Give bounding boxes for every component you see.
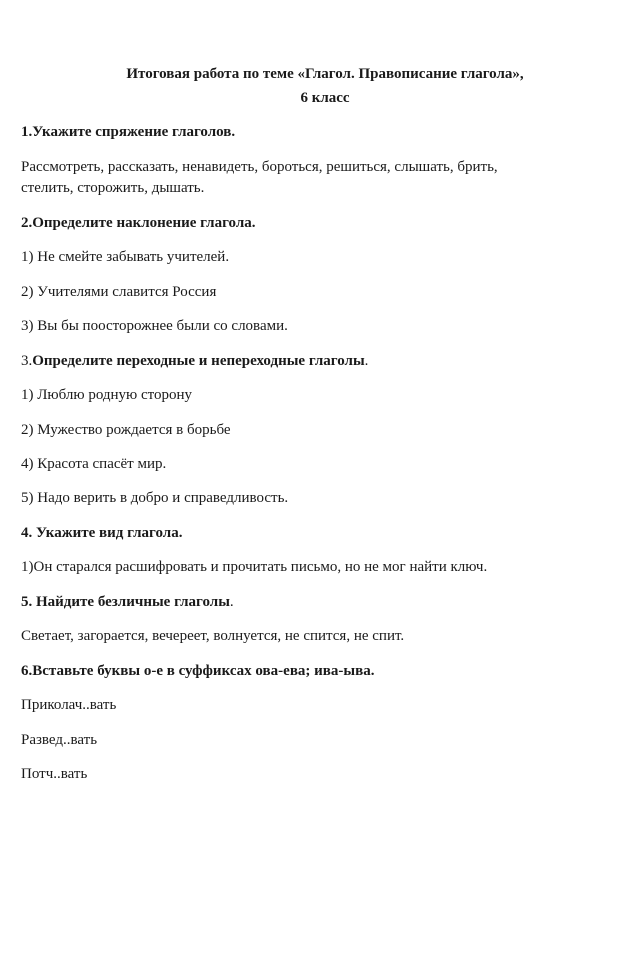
question-2-heading: 2.Определите наклонение глагола. [21,215,256,231]
question-1-text-line2: стелить, сторожить, дышать. [21,180,205,196]
document-title-line1: Итоговая работа по теме «Глагол. Правописание глагола», [126,66,524,82]
question-3-heading-line [21,351,368,371]
question-3-item-1: 1) Люблю родную сторону [21,387,193,403]
question-2-item-2: 2) Учителями славится Россия [21,284,217,300]
question-6-item-1: Приколач..вать [21,697,117,713]
document-title-line2: 6 класс [300,90,350,106]
question-6-item-2: Развед..вать [21,732,98,748]
question-4-text: 1)Он старался расшифровать и прочитать письмо, но не мог найти ключ. [21,559,488,575]
question-3-item-3: 4) Красота спасёт мир. [21,456,167,472]
question-5-text: Светает, загорается, вечереет, волнуется, не спится, не спит. [21,628,405,644]
question-5-period: . [229,594,234,610]
question-3-period: . [364,353,369,369]
question-4-heading: 4. Укажите вид глагола. [21,525,183,541]
question-3-item-2: 2) Мужество рождается в борьбе [21,422,231,438]
question-1-heading: 1.Укажите спряжение глаголов. [21,124,236,140]
question-1-text-line1: Рассмотреть, рассказать, ненавидеть, бороться, решиться, слышать, брить, [21,159,498,175]
question-2-item-1: 1) Не смейте забывать учителей. [21,249,230,265]
question-5-heading: 5. Найдите безличные глаголы [21,594,230,610]
question-6-item-3: Потч..вать [21,766,88,782]
question-2-item-3: 3) Вы бы поосторожнее были со словами. [21,318,288,334]
question-3-heading: Определите переходные и непереходные глаголы [32,353,365,369]
question-6-heading: 6.Вставьте буквы о-е в суффиксах ова-ева; ива-ыва. [21,663,375,679]
question-5-heading-line [21,592,234,612]
question-3-number: 3. [21,353,33,369]
question-3-item-4: 5) Надо верить в добро и справедливость. [21,490,289,506]
